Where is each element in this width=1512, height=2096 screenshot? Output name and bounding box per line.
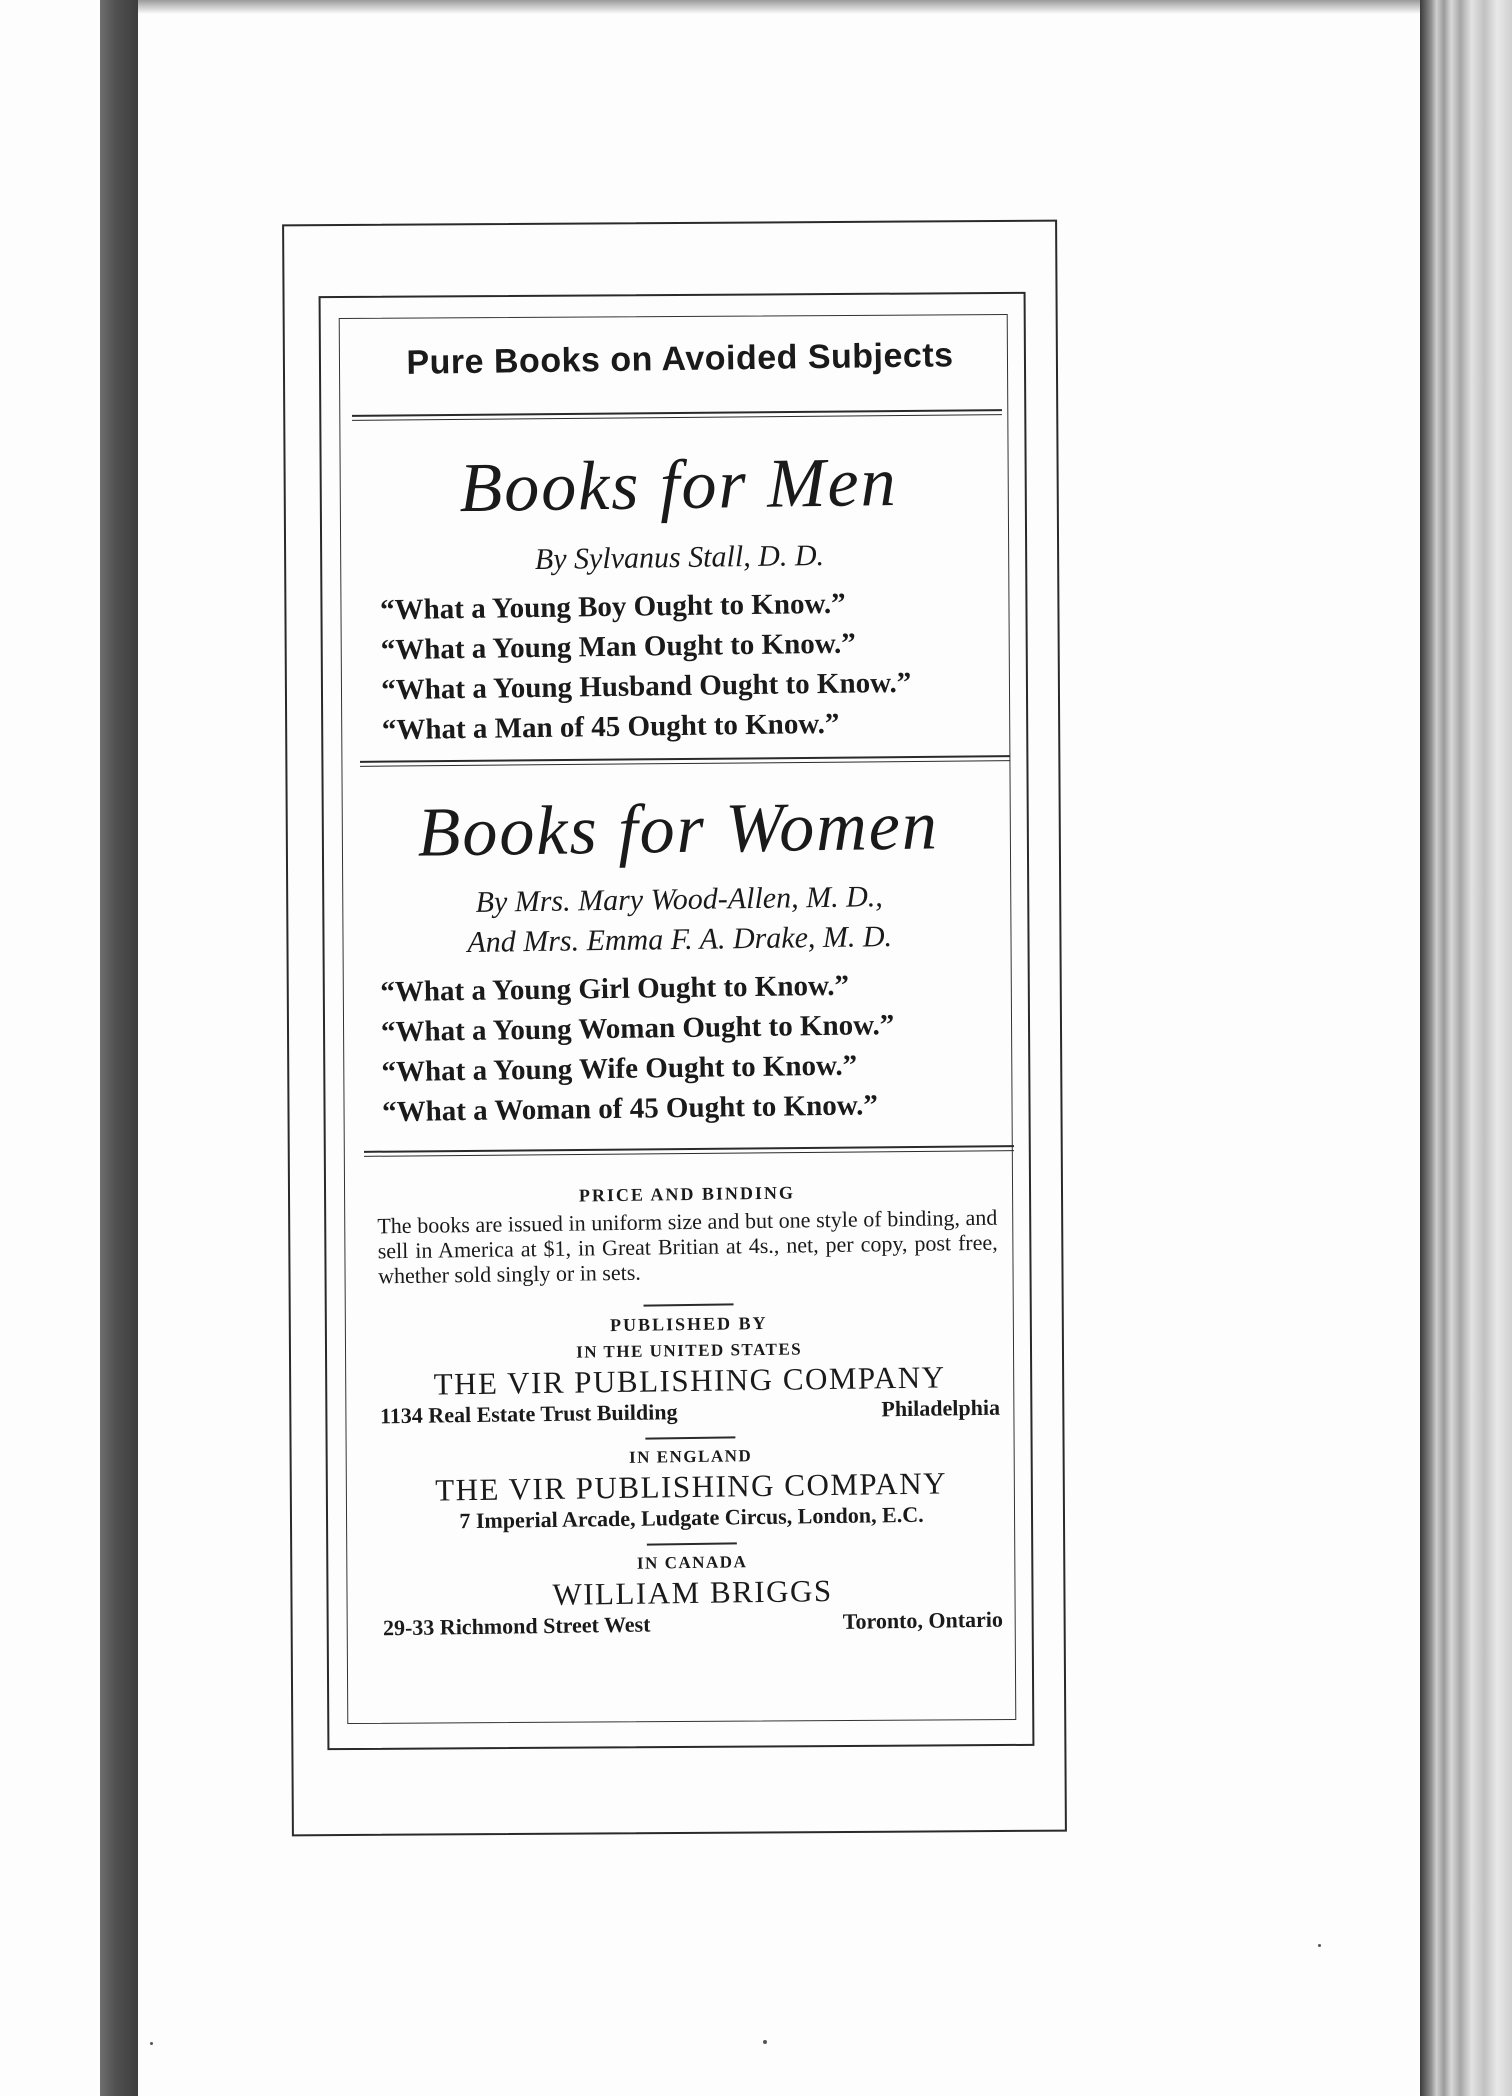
region-canada: IN CANADA [636, 1552, 748, 1573]
publisher-canada-name: WILLIAM BRIGGS [552, 1573, 833, 1612]
book-title: “What a Young Wife Ought to Know.” [381, 1049, 858, 1089]
book-title: “What a Young Girl Ought to Know.” [380, 969, 850, 1009]
page-stack-edge [1420, 0, 1512, 2096]
facing-page-edge [0, 0, 100, 2096]
women-author-2: And Mrs. Emma F. A. Drake, M. D. [467, 920, 893, 959]
women-book-list [380, 963, 1012, 1132]
men-author: By Sylvanus Stall, D. D. [534, 538, 825, 577]
scan-speck [150, 2042, 153, 2045]
men-section [348, 441, 1012, 750]
book-title: “What a Young Woman Ought to Know.” [380, 1009, 895, 1049]
short-divider [644, 1303, 734, 1306]
women-section [348, 785, 1013, 1132]
publisher-canada-city: Toronto, Ontario [842, 1606, 1004, 1634]
women-title: Books for Women [417, 787, 940, 872]
book-title: “What a Woman of 45 Ought to Know.” [381, 1089, 879, 1129]
publisher-us-city: Philadelphia [881, 1394, 1001, 1422]
scan-speck [1318, 1944, 1321, 1947]
publisher-canada-address: 29-33 Richmond Street West [382, 1611, 651, 1641]
advert-heading: Pure Books on Avoided Subjects [406, 336, 954, 382]
price-section [377, 1180, 1003, 1642]
region-england: IN ENGLAND [628, 1446, 753, 1467]
book-gutter [100, 0, 140, 2096]
men-book-list [380, 581, 1012, 750]
book-title: “What a Young Boy Ought to Know.” [379, 587, 846, 627]
publisher-england-address: 7 Imperial Arcade, Ludgate Circus, London, E.C. [459, 1501, 924, 1534]
publisher-us-name: THE VIR PUBLISHING COMPANY [433, 1359, 946, 1402]
price-heading: PRICE AND BINDING [578, 1182, 796, 1206]
publisher-england-name: THE VIR PUBLISHING COMPANY [434, 1465, 948, 1508]
book-title: “What a Young Man Ought to Know.” [380, 627, 857, 667]
price-text: The books are issued in uniform size and but one style of binding, and sell in America at $1, in Great Britian at 4s., net, per copy, post free, whether sold singly or in sets. [377, 1204, 998, 1289]
publisher-us-address: 1134 Real Estate Trust Building [379, 1399, 678, 1429]
short-divider [647, 1542, 737, 1545]
short-divider [645, 1436, 735, 1439]
book-title: “What a Man of 45 Ought to Know.” [381, 707, 840, 747]
book-title: “What a Young Husband Ought to Know.” [381, 666, 912, 707]
women-author-1: By Mrs. Mary Wood-Allen, M. D., [475, 880, 883, 919]
scan-speck [763, 2040, 767, 2044]
men-title: Books for Men [458, 443, 899, 528]
region-us: IN THE UNITED STATES [576, 1339, 803, 1362]
published-by-heading: PUBLISHED BY [609, 1312, 768, 1336]
page-top-shadow [138, 0, 1420, 14]
